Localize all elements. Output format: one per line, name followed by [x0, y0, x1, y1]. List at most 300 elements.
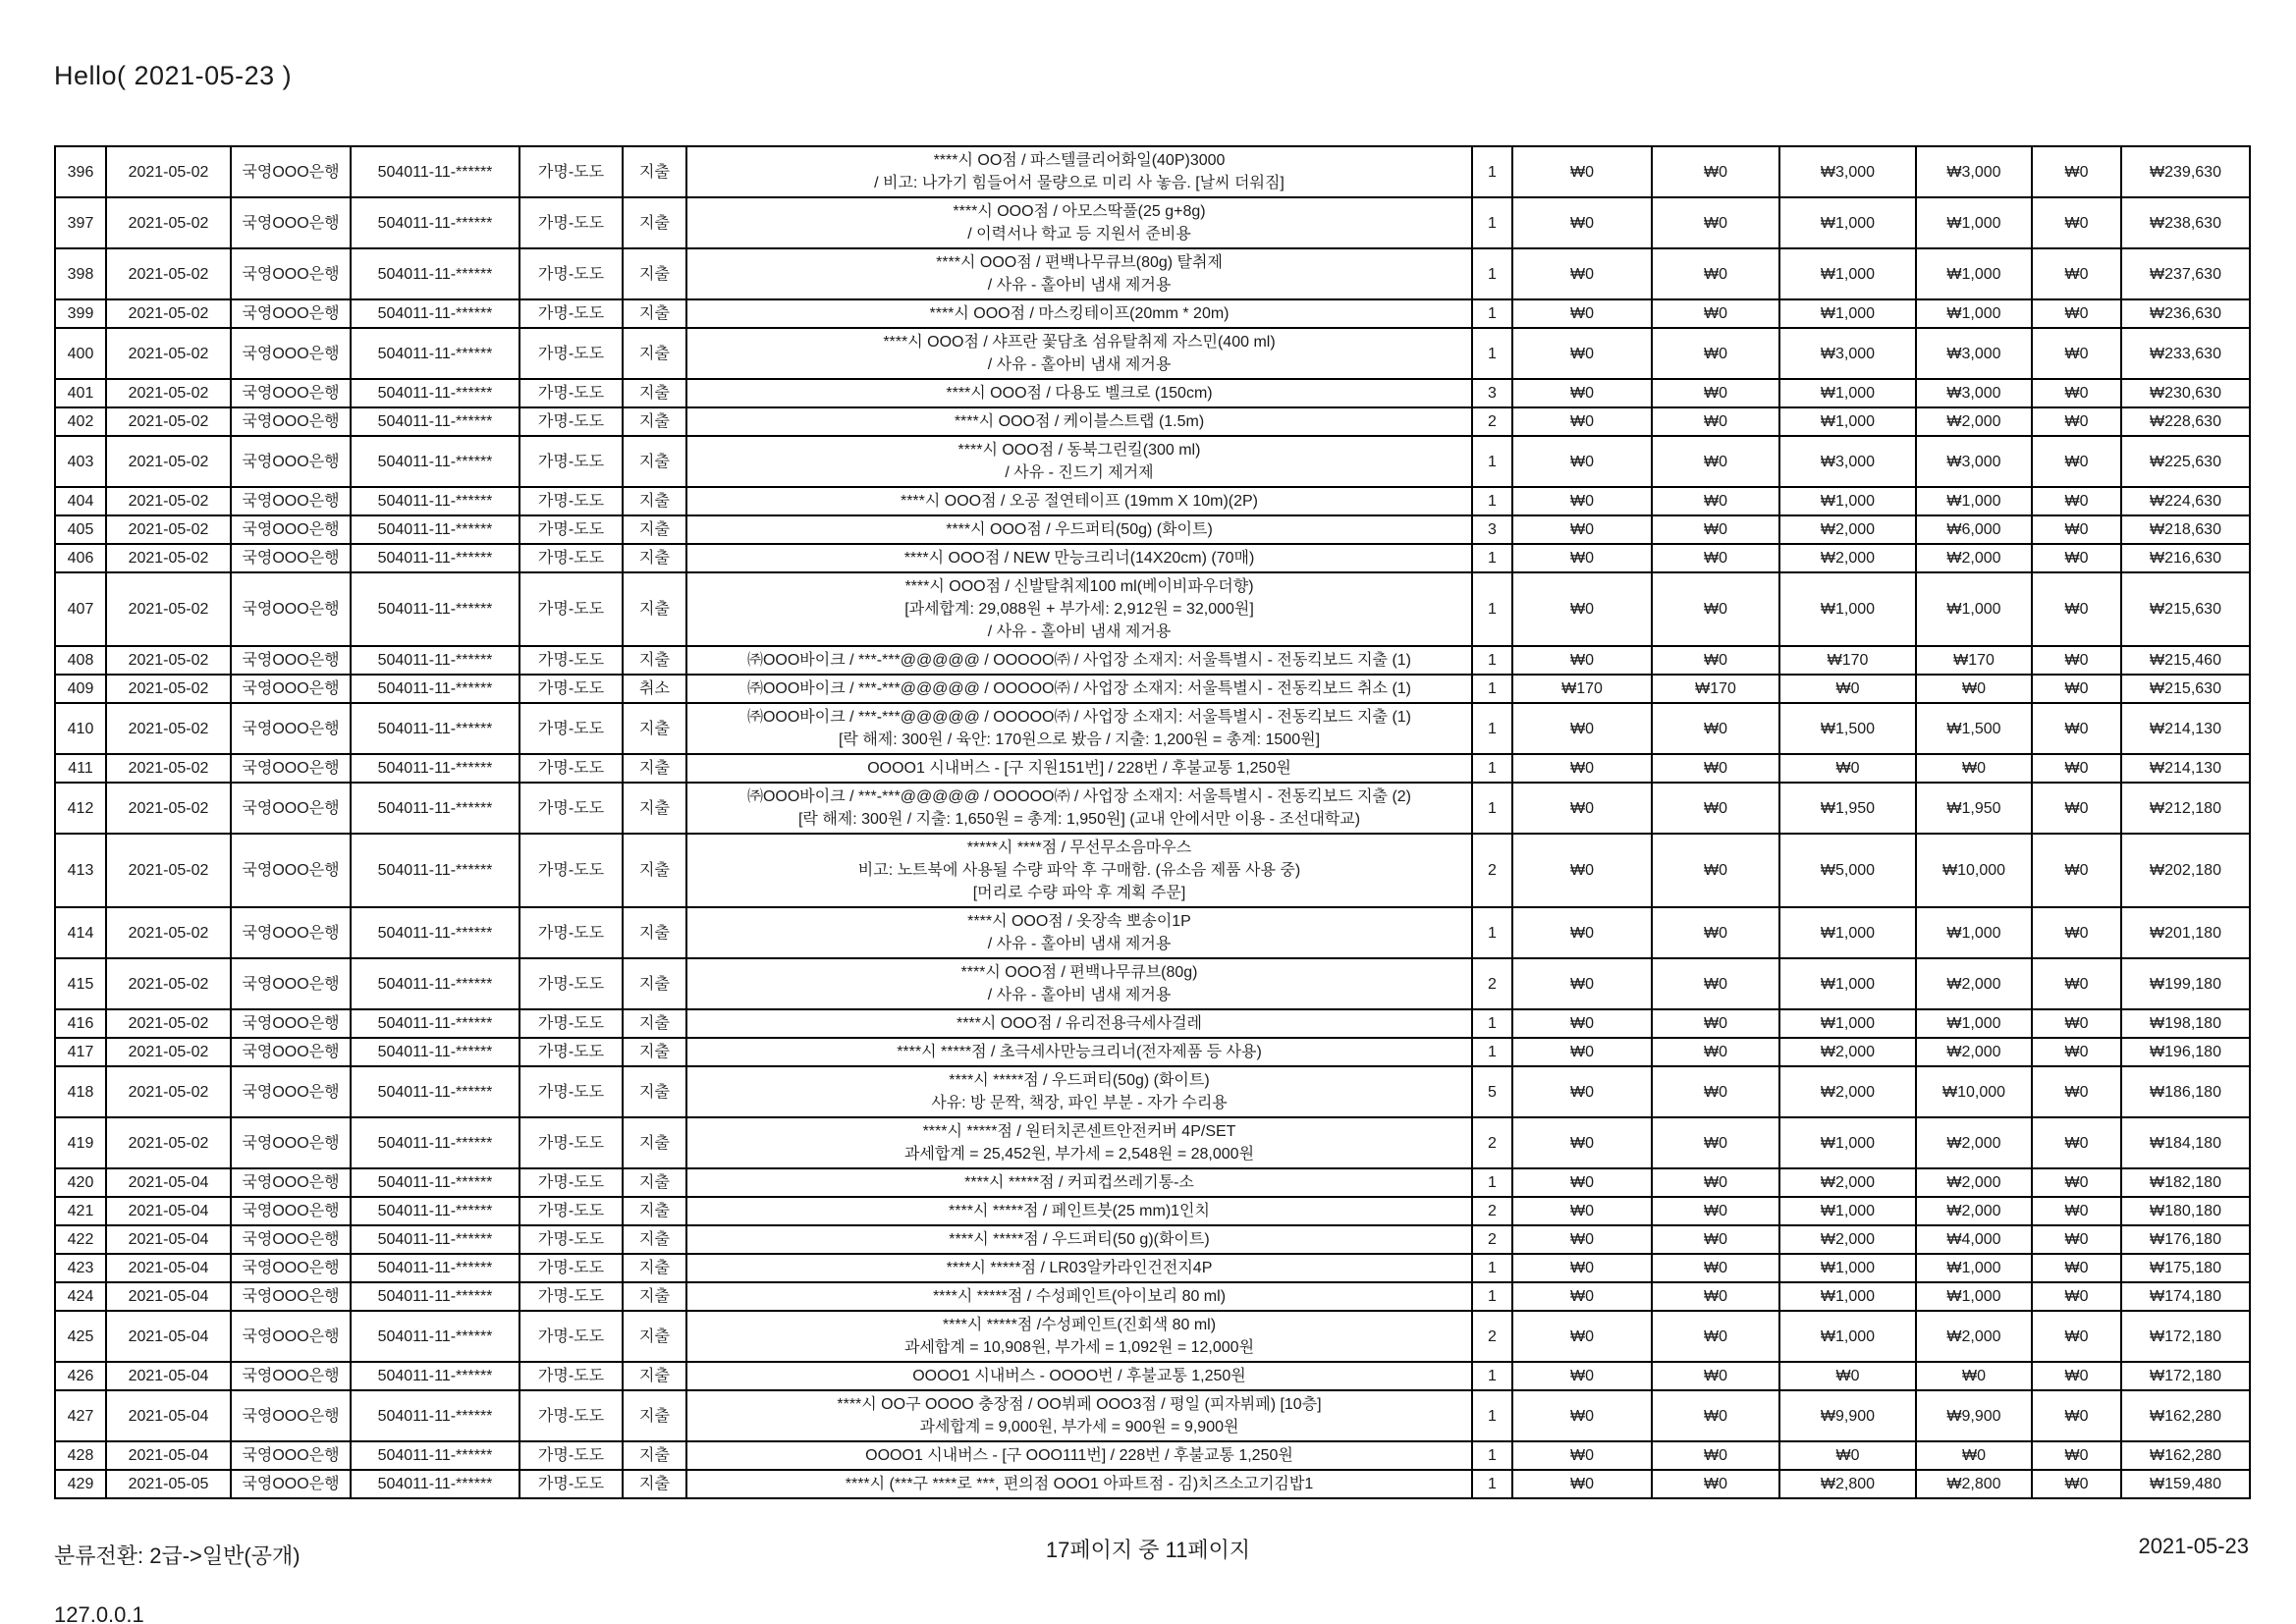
cell-bank: 국영OOO은행	[231, 1117, 351, 1168]
cell-amount-2: ₩0	[1652, 1311, 1779, 1362]
cell-no: 402	[55, 407, 106, 436]
cell-description: ㈜OOO바이크 / ***-***@@@@@ / OOOOO㈜ / 사업장 소재지: 서울특별시 - 전동킥보드 지출 (2) [락 해제: 300원 / 지출: 1,650원 = 총계: 1,950원] (교내 안에서만 이용 - 조선대학교)	[686, 783, 1472, 834]
cell-description: ****시 *****점 / 우드퍼티(50g) (화이트) 사유: 방 문짝, 책장, 파인 부분 - 자가 수리용	[686, 1066, 1472, 1117]
cell-alias: 가명-도도	[519, 958, 623, 1009]
cell-amount-4: ₩2,000	[1916, 544, 2032, 572]
cell-qty: 3	[1472, 515, 1512, 544]
cell-amount-3: ₩0	[1779, 754, 1916, 783]
cell-no: 405	[55, 515, 106, 544]
cell-description: ****시 *****점 / LR03알카라인건전지4P	[686, 1254, 1472, 1282]
cell-amount-6: ₩228,630	[2121, 407, 2250, 436]
cell-amount-2: ₩0	[1652, 1197, 1779, 1225]
cell-qty: 3	[1472, 379, 1512, 407]
cell-amount-4: ₩2,000	[1916, 1038, 2032, 1066]
cell-date: 2021-05-02	[106, 783, 231, 834]
table-row	[55, 1470, 2250, 1498]
cell-amount-1: ₩0	[1512, 1197, 1652, 1225]
cell-type: 지출	[623, 1117, 686, 1168]
cell-qty: 2	[1472, 1225, 1512, 1254]
cell-qty: 1	[1472, 1470, 1512, 1498]
cell-amount-1: ₩0	[1512, 1441, 1652, 1470]
cell-amount-3: ₩1,000	[1779, 1311, 1916, 1362]
cell-no: 426	[55, 1362, 106, 1390]
ip-address: 127.0.0.1	[54, 1602, 144, 1624]
cell-amount-1: ₩0	[1512, 1009, 1652, 1038]
table-row	[55, 1254, 2250, 1282]
cell-account: 504011-11-******	[351, 572, 519, 646]
cell-bank: 국영OOO은행	[231, 958, 351, 1009]
cell-amount-5: ₩0	[2032, 834, 2121, 907]
cell-amount-4: ₩4,000	[1916, 1225, 2032, 1254]
cell-amount-5: ₩0	[2032, 1362, 2121, 1390]
cell-no: 408	[55, 646, 106, 675]
cell-amount-1: ₩0	[1512, 407, 1652, 436]
cell-account: 504011-11-******	[351, 197, 519, 248]
cell-amount-1: ₩0	[1512, 146, 1652, 197]
cell-amount-2: ₩0	[1652, 1168, 1779, 1197]
cell-alias: 가명-도도	[519, 436, 623, 487]
page-indicator: 17페이지 중 11페이지	[1045, 1538, 1251, 1562]
cell-bank: 국영OOO은행	[231, 1441, 351, 1470]
cell-bank: 국영OOO은행	[231, 783, 351, 834]
cell-bank: 국영OOO은행	[231, 299, 351, 328]
cell-amount-2: ₩0	[1652, 1390, 1779, 1441]
cell-amount-2: ₩0	[1652, 515, 1779, 544]
cell-amount-4: ₩2,000	[1916, 1117, 2032, 1168]
cell-amount-6: ₩172,180	[2121, 1311, 2250, 1362]
cell-amount-5: ₩0	[2032, 1441, 2121, 1470]
cell-amount-1: ₩0	[1512, 515, 1652, 544]
cell-type: 지출	[623, 958, 686, 1009]
cell-amount-2: ₩0	[1652, 328, 1779, 379]
cell-amount-1: ₩0	[1512, 783, 1652, 834]
cell-amount-2: ₩0	[1652, 958, 1779, 1009]
cell-amount-6: ₩174,180	[2121, 1282, 2250, 1311]
cell-account: 504011-11-******	[351, 1470, 519, 1498]
cell-qty: 5	[1472, 1066, 1512, 1117]
cell-amount-2: ₩0	[1652, 436, 1779, 487]
cell-type: 지출	[623, 783, 686, 834]
cell-account: 504011-11-******	[351, 1009, 519, 1038]
cell-amount-4: ₩10,000	[1916, 834, 2032, 907]
cell-amount-3: ₩2,000	[1779, 1038, 1916, 1066]
cell-amount-5: ₩0	[2032, 1470, 2121, 1498]
cell-amount-5: ₩0	[2032, 1225, 2121, 1254]
cell-amount-1: ₩0	[1512, 1311, 1652, 1362]
cell-qty: 1	[1472, 783, 1512, 834]
cell-bank: 국영OOO은행	[231, 1009, 351, 1038]
cell-qty: 1	[1472, 1168, 1512, 1197]
cell-type: 지출	[623, 407, 686, 436]
cell-amount-1: ₩0	[1512, 907, 1652, 958]
cell-description: ****시 OOO점 / 케이블스트랩 (1.5m)	[686, 407, 1472, 436]
cell-amount-1: ₩0	[1512, 436, 1652, 487]
cell-amount-2: ₩0	[1652, 572, 1779, 646]
cell-amount-4: ₩0	[1916, 1441, 2032, 1470]
table-row	[55, 1225, 2250, 1254]
cell-bank: 국영OOO은행	[231, 515, 351, 544]
cell-alias: 가명-도도	[519, 675, 623, 703]
cell-no: 406	[55, 544, 106, 572]
cell-amount-6: ₩184,180	[2121, 1117, 2250, 1168]
cell-description: ㈜OOO바이크 / ***-***@@@@@ / OOOOO㈜ / 사업장 소재지: 서울특별시 - 전동킥보드 취소 (1)	[686, 675, 1472, 703]
table-row	[55, 783, 2250, 834]
cell-bank: 국영OOO은행	[231, 703, 351, 754]
cell-account: 504011-11-******	[351, 703, 519, 754]
cell-alias: 가명-도도	[519, 754, 623, 783]
cell-alias: 가명-도도	[519, 1390, 623, 1441]
cell-amount-4: ₩1,000	[1916, 1009, 2032, 1038]
cell-amount-6: ₩239,630	[2121, 146, 2250, 197]
cell-amount-4: ₩2,000	[1916, 1197, 2032, 1225]
cell-amount-5: ₩0	[2032, 1117, 2121, 1168]
cell-date: 2021-05-04	[106, 1311, 231, 1362]
cell-account: 504011-11-******	[351, 1038, 519, 1066]
cell-date: 2021-05-02	[106, 1009, 231, 1038]
cell-type: 지출	[623, 1441, 686, 1470]
cell-account: 504011-11-******	[351, 515, 519, 544]
cell-alias: 가명-도도	[519, 1362, 623, 1390]
cell-amount-5: ₩0	[2032, 572, 2121, 646]
cell-amount-4: ₩2,000	[1916, 407, 2032, 436]
cell-amount-4: ₩1,000	[1916, 1254, 2032, 1282]
cell-bank: 국영OOO은행	[231, 487, 351, 515]
cell-account: 504011-11-******	[351, 1197, 519, 1225]
cell-no: 399	[55, 299, 106, 328]
cell-account: 504011-11-******	[351, 146, 519, 197]
cell-date: 2021-05-02	[106, 907, 231, 958]
page-title: Hello( 2021-05-23 )	[54, 61, 293, 90]
cell-amount-6: ₩196,180	[2121, 1038, 2250, 1066]
cell-alias: 가명-도도	[519, 834, 623, 907]
cell-amount-6: ₩162,280	[2121, 1390, 2250, 1441]
cell-alias: 가명-도도	[519, 328, 623, 379]
cell-type: 지출	[623, 299, 686, 328]
cell-amount-1: ₩0	[1512, 958, 1652, 1009]
cell-amount-6: ₩216,630	[2121, 544, 2250, 572]
cell-amount-2: ₩0	[1652, 703, 1779, 754]
cell-account: 504011-11-******	[351, 379, 519, 407]
cell-date: 2021-05-02	[106, 834, 231, 907]
table-row	[55, 1362, 2250, 1390]
cell-no: 422	[55, 1225, 106, 1254]
cell-date: 2021-05-04	[106, 1441, 231, 1470]
cell-amount-3: ₩1,000	[1779, 487, 1916, 515]
cell-amount-1: ₩0	[1512, 328, 1652, 379]
cell-amount-2: ₩170	[1652, 675, 1779, 703]
cell-date: 2021-05-02	[106, 146, 231, 197]
cell-no: 411	[55, 754, 106, 783]
cell-description: OOOO1 시내버스 - OOOO번 / 후불교통 1,250원	[686, 1362, 1472, 1390]
cell-bank: 국영OOO은행	[231, 646, 351, 675]
cell-no: 424	[55, 1282, 106, 1311]
cell-amount-6: ₩214,130	[2121, 703, 2250, 754]
cell-amount-4: ₩1,000	[1916, 197, 2032, 248]
cell-amount-3: ₩0	[1779, 1362, 1916, 1390]
cell-qty: 1	[1472, 572, 1512, 646]
cell-description: *****시 ****점 / 무선무소음마우스 비고: 노트북에 사용될 수량 파악 후 구매함. (유소음 제품 사용 중) [머리로 수량 파악 후 계획 주문]	[686, 834, 1472, 907]
cell-amount-1: ₩0	[1512, 1117, 1652, 1168]
cell-type: 지출	[623, 1470, 686, 1498]
cell-alias: 가명-도도	[519, 1254, 623, 1282]
cell-description: ****시 OOO점 / 마스킹테이프(20mm * 20m)	[686, 299, 1472, 328]
cell-description: ****시 OOO점 / 편백나무큐브(80g) 탈취제 / 사유 - 홀아비 냄새 제거용	[686, 248, 1472, 299]
cell-amount-6: ₩233,630	[2121, 328, 2250, 379]
cell-amount-3: ₩2,000	[1779, 1066, 1916, 1117]
cell-date: 2021-05-04	[106, 1362, 231, 1390]
cell-amount-3: ₩1,000	[1779, 248, 1916, 299]
cell-amount-1: ₩0	[1512, 1390, 1652, 1441]
table-row	[55, 407, 2250, 436]
cell-amount-6: ₩237,630	[2121, 248, 2250, 299]
cell-amount-4: ₩3,000	[1916, 436, 2032, 487]
cell-type: 지출	[623, 146, 686, 197]
cell-amount-4: ₩1,000	[1916, 248, 2032, 299]
cell-account: 504011-11-******	[351, 248, 519, 299]
cell-amount-3: ₩9,900	[1779, 1390, 1916, 1441]
table-row	[55, 907, 2250, 958]
cell-amount-2: ₩0	[1652, 1441, 1779, 1470]
cell-bank: 국영OOO은행	[231, 544, 351, 572]
cell-date: 2021-05-02	[106, 515, 231, 544]
cell-qty: 1	[1472, 146, 1512, 197]
cell-description: ****시 OOO점 / 옷장속 뽀송이1P / 사유 - 홀아비 냄새 제거용	[686, 907, 1472, 958]
cell-description: ****시 *****점 /수성페인트(진회색 80 ml) 과세합계 = 10,908원, 부가세 = 1,092원 = 12,000원	[686, 1311, 1472, 1362]
cell-amount-2: ₩0	[1652, 1117, 1779, 1168]
cell-amount-5: ₩0	[2032, 379, 2121, 407]
cell-amount-4: ₩3,000	[1916, 379, 2032, 407]
cell-qty: 1	[1472, 907, 1512, 958]
table-row	[55, 703, 2250, 754]
cell-bank: 국영OOO은행	[231, 1254, 351, 1282]
cell-qty: 1	[1472, 299, 1512, 328]
cell-type: 지출	[623, 907, 686, 958]
cell-bank: 국영OOO은행	[231, 1066, 351, 1117]
cell-amount-4: ₩1,000	[1916, 907, 2032, 958]
cell-amount-5: ₩0	[2032, 1168, 2121, 1197]
cell-bank: 국영OOO은행	[231, 572, 351, 646]
cell-no: 396	[55, 146, 106, 197]
cell-amount-5: ₩0	[2032, 1311, 2121, 1362]
cell-amount-4: ₩2,000	[1916, 958, 2032, 1009]
cell-alias: 가명-도도	[519, 299, 623, 328]
table-row	[55, 1168, 2250, 1197]
cell-no: 415	[55, 958, 106, 1009]
cell-alias: 가명-도도	[519, 1311, 623, 1362]
cell-no: 428	[55, 1441, 106, 1470]
cell-alias: 가명-도도	[519, 407, 623, 436]
table-row	[55, 328, 2250, 379]
cell-date: 2021-05-04	[106, 1254, 231, 1282]
cell-amount-6: ₩199,180	[2121, 958, 2250, 1009]
cell-account: 504011-11-******	[351, 1254, 519, 1282]
cell-bank: 국영OOO은행	[231, 328, 351, 379]
cell-amount-6: ₩198,180	[2121, 1009, 2250, 1038]
cell-description: ****시 OOO점 / NEW 만능크리너(14X20cm) (70매)	[686, 544, 1472, 572]
cell-qty: 2	[1472, 1197, 1512, 1225]
cell-no: 400	[55, 328, 106, 379]
cell-amount-1: ₩0	[1512, 1066, 1652, 1117]
cell-amount-1: ₩0	[1512, 834, 1652, 907]
cell-amount-1: ₩0	[1512, 703, 1652, 754]
cell-type: 지출	[623, 248, 686, 299]
cell-type: 지출	[623, 646, 686, 675]
cell-amount-5: ₩0	[2032, 299, 2121, 328]
cell-amount-5: ₩0	[2032, 1390, 2121, 1441]
cell-amount-5: ₩0	[2032, 754, 2121, 783]
cell-description: ****시 OO구 OOOO 충장점 / OO뷔페 OOO3점 / 평일 (피자뷔페) [10층] 과세합계 = 9,000원, 부가세 = 900원 = 9,900원	[686, 1390, 1472, 1441]
table-row	[55, 515, 2250, 544]
cell-amount-2: ₩0	[1652, 1009, 1779, 1038]
cell-qty: 1	[1472, 1282, 1512, 1311]
cell-amount-4: ₩1,000	[1916, 572, 2032, 646]
cell-qty: 1	[1472, 1038, 1512, 1066]
cell-amount-6: ₩186,180	[2121, 1066, 2250, 1117]
cell-date: 2021-05-04	[106, 1197, 231, 1225]
cell-no: 413	[55, 834, 106, 907]
table-row	[55, 197, 2250, 248]
cell-amount-4: ₩6,000	[1916, 515, 2032, 544]
cell-bank: 국영OOO은행	[231, 248, 351, 299]
cell-account: 504011-11-******	[351, 487, 519, 515]
cell-date: 2021-05-02	[106, 407, 231, 436]
cell-type: 지출	[623, 1066, 686, 1117]
cell-amount-3: ₩1,000	[1779, 197, 1916, 248]
cell-bank: 국영OOO은행	[231, 1311, 351, 1362]
cell-qty: 1	[1472, 248, 1512, 299]
cell-amount-3: ₩1,000	[1779, 1117, 1916, 1168]
cell-date: 2021-05-02	[106, 572, 231, 646]
cell-amount-6: ₩238,630	[2121, 197, 2250, 248]
cell-type: 지출	[623, 754, 686, 783]
cell-amount-4: ₩3,000	[1916, 146, 2032, 197]
footer-classification-block	[54, 1512, 301, 1624]
cell-amount-6: ₩225,630	[2121, 436, 2250, 487]
cell-description: ****시 OOO점 / 다용도 벨크로 (150cm)	[686, 379, 1472, 407]
cell-no: 417	[55, 1038, 106, 1066]
cell-amount-1: ₩0	[1512, 197, 1652, 248]
table-row	[55, 646, 2250, 675]
cell-amount-3: ₩1,000	[1779, 1282, 1916, 1311]
cell-amount-5: ₩0	[2032, 1009, 2121, 1038]
cell-alias: 가명-도도	[519, 146, 623, 197]
cell-amount-2: ₩0	[1652, 299, 1779, 328]
cell-description: ****시 OOO점 / 우드퍼티(50g) (화이트)	[686, 515, 1472, 544]
cell-amount-4: ₩0	[1916, 754, 2032, 783]
cell-amount-6: ₩162,280	[2121, 1441, 2250, 1470]
cell-amount-6: ₩224,630	[2121, 487, 2250, 515]
cell-amount-3: ₩3,000	[1779, 146, 1916, 197]
cell-amount-1: ₩0	[1512, 1282, 1652, 1311]
cell-type: 지출	[623, 1197, 686, 1225]
cell-amount-1: ₩0	[1512, 1168, 1652, 1197]
cell-amount-3: ₩170	[1779, 646, 1916, 675]
cell-amount-6: ₩182,180	[2121, 1168, 2250, 1197]
cell-amount-5: ₩0	[2032, 1197, 2121, 1225]
cell-date: 2021-05-02	[106, 1038, 231, 1066]
cell-amount-3: ₩1,000	[1779, 299, 1916, 328]
cell-amount-4: ₩9,900	[1916, 1390, 2032, 1441]
cell-account: 504011-11-******	[351, 1311, 519, 1362]
cell-no: 418	[55, 1066, 106, 1117]
cell-amount-3: ₩2,000	[1779, 1168, 1916, 1197]
cell-amount-6: ₩214,130	[2121, 754, 2250, 783]
cell-amount-3: ₩1,000	[1779, 1254, 1916, 1282]
cell-amount-3: ₩1,500	[1779, 703, 1916, 754]
cell-amount-6: ₩175,180	[2121, 1254, 2250, 1282]
table-row	[55, 1117, 2250, 1168]
cell-no: 429	[55, 1470, 106, 1498]
cell-description: ****시 *****점 / 페인트붓(25 mm)1인치	[686, 1197, 1472, 1225]
cell-no: 401	[55, 379, 106, 407]
cell-amount-1: ₩0	[1512, 1470, 1652, 1498]
cell-amount-3: ₩1,000	[1779, 1009, 1916, 1038]
cell-amount-5: ₩0	[2032, 646, 2121, 675]
cell-amount-5: ₩0	[2032, 197, 2121, 248]
cell-date: 2021-05-02	[106, 675, 231, 703]
cell-amount-4: ₩1,950	[1916, 783, 2032, 834]
cell-date: 2021-05-04	[106, 1390, 231, 1441]
cell-no: 419	[55, 1117, 106, 1168]
cell-bank: 국영OOO은행	[231, 675, 351, 703]
cell-description: ****시 OOO점 / 편백나무큐브(80g) / 사유 - 홀아비 냄새 제거용	[686, 958, 1472, 1009]
cell-account: 504011-11-******	[351, 1168, 519, 1197]
cell-qty: 1	[1472, 544, 1512, 572]
ledger-table-body	[55, 146, 2250, 1498]
cell-description: ****시 *****점 / 우드퍼티(50 g)(화이트)	[686, 1225, 1472, 1254]
cell-amount-5: ₩0	[2032, 703, 2121, 754]
cell-date: 2021-05-02	[106, 436, 231, 487]
cell-type: 취소	[623, 675, 686, 703]
cell-amount-1: ₩0	[1512, 379, 1652, 407]
cell-amount-1: ₩0	[1512, 299, 1652, 328]
cell-description: ****시 OOO점 / 샤프란 꽃담초 섬유탈취제 자스민(400 ml) / 사유 - 홀아비 냄새 제거용	[686, 328, 1472, 379]
cell-amount-3: ₩2,800	[1779, 1470, 1916, 1498]
cell-bank: 국영OOO은행	[231, 197, 351, 248]
cell-account: 504011-11-******	[351, 1066, 519, 1117]
cell-amount-6: ₩230,630	[2121, 379, 2250, 407]
cell-type: 지출	[623, 544, 686, 572]
cell-qty: 1	[1472, 436, 1512, 487]
table-row	[55, 1038, 2250, 1066]
cell-account: 504011-11-******	[351, 675, 519, 703]
table-row	[55, 958, 2250, 1009]
cell-alias: 가명-도도	[519, 544, 623, 572]
cell-description: ****시 OOO점 / 아모스딱풀(25 g+8g) / 이력서나 학교 등 지원서 준비용	[686, 197, 1472, 248]
cell-date: 2021-05-02	[106, 1066, 231, 1117]
cell-alias: 가명-도도	[519, 197, 623, 248]
cell-bank: 국영OOO은행	[231, 754, 351, 783]
cell-amount-4: ₩0	[1916, 675, 2032, 703]
cell-amount-5: ₩0	[2032, 1282, 2121, 1311]
cell-amount-3: ₩1,000	[1779, 572, 1916, 646]
cell-amount-6: ₩218,630	[2121, 515, 2250, 544]
cell-amount-1: ₩0	[1512, 248, 1652, 299]
cell-no: 414	[55, 907, 106, 958]
cell-amount-4: ₩0	[1916, 1362, 2032, 1390]
cell-amount-2: ₩0	[1652, 146, 1779, 197]
cell-date: 2021-05-02	[106, 544, 231, 572]
cell-amount-1: ₩0	[1512, 1038, 1652, 1066]
cell-amount-1: ₩0	[1512, 544, 1652, 572]
cell-amount-1: ₩0	[1512, 487, 1652, 515]
cell-amount-2: ₩0	[1652, 1470, 1779, 1498]
cell-amount-1: ₩170	[1512, 675, 1652, 703]
cell-date: 2021-05-02	[106, 958, 231, 1009]
cell-amount-4: ₩170	[1916, 646, 2032, 675]
cell-date: 2021-05-02	[106, 328, 231, 379]
cell-account: 504011-11-******	[351, 834, 519, 907]
